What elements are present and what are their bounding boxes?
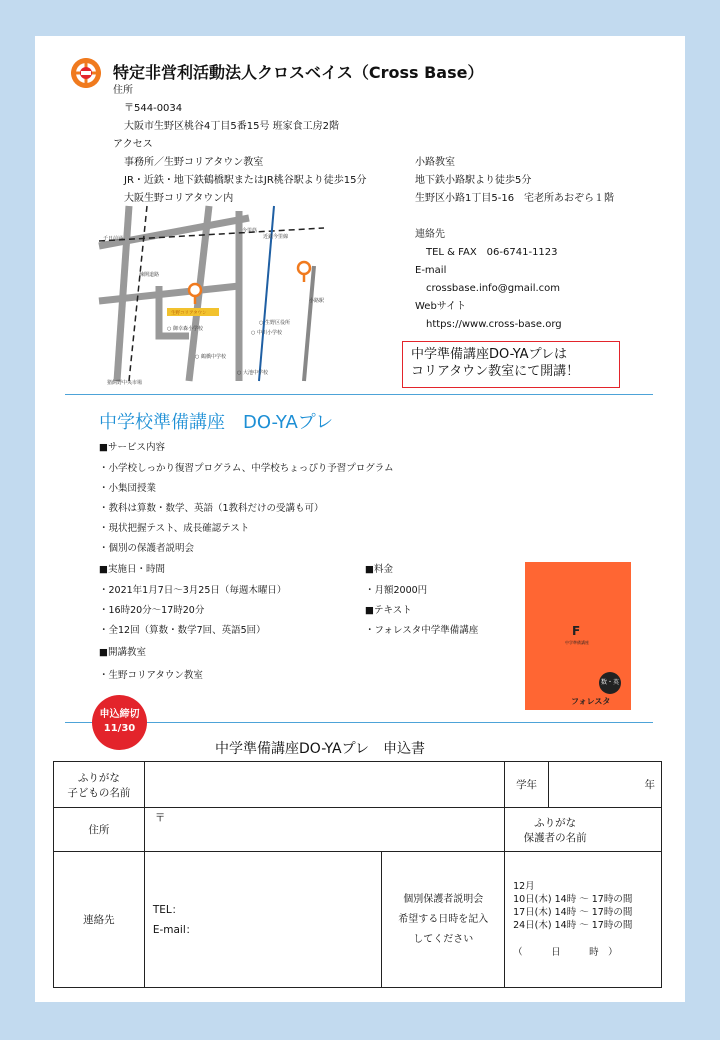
grade-suffix: 年 [644,779,655,791]
address-label: 住所 [113,85,133,96]
map-road [117,206,129,381]
book-letter: F [572,624,581,638]
grade-label: 学年 [505,762,549,808]
venue-item: ・生野コリアタウン教室 [99,670,203,681]
contact-field[interactable] [144,852,382,988]
child-name-text-label: 子どもの名前 [67,786,131,799]
map-label-kintetsu: 近鉄今里線 [263,234,289,240]
service-item: ・現状把握テスト、成長確認テスト [99,523,250,534]
meeting-schedule-field[interactable] [505,852,662,988]
map-label-tsuruhashi: ○ 鶴橋中学校 [195,354,226,360]
text-item: ・フォレスタ中学準備講座 [365,625,479,636]
venue-heading: ■開講教室 [99,647,146,658]
map-subway-line [99,228,324,241]
map-road [304,266,314,381]
form-title: 中学準備講座DO-YAプレ 申込書 [215,741,426,757]
address-text: 大阪市生野区桃谷4丁目5番15号 班家食工房2階 [124,121,339,132]
meeting-slot: 24日(木) 14時 〜 17時の間 [513,920,633,931]
child-name-label [54,762,145,808]
schedule-item: ・全12回（算数・数学7回、英語5回） [99,625,266,636]
deadline-date: 11/30 [103,723,136,734]
map-label-oike: ○ 大池中学校 [237,370,268,376]
postal-mark: 〒 [154,812,166,824]
tel-field-label: TEL： [152,903,183,916]
table-row [54,808,662,852]
deadline-badge [92,695,147,750]
section-divider [65,394,653,395]
book-small-text: 中学準備講座 [565,640,589,645]
meeting-slot: 10日(木) 14時 〜 17時の間 [513,894,633,905]
office-route: JR・近鉄・地下鉄鶴橋駅またはJR桃谷駅より徒歩15分 [124,175,367,186]
course-title: 中学校準備講座 DO-YAプレ [99,412,334,433]
koji-route: 地下鉄小路駅より徒歩5分 [415,175,532,186]
child-name-furigana-label: ふりがな [77,771,120,784]
guardian-name-label-and-field[interactable] [505,808,662,852]
schedule-heading: ■実施日・時間 [99,564,165,575]
notice-line-1: 中学準備講座DO-YAプレは [411,347,568,362]
access-label: アクセス [113,139,153,150]
meeting-line-1: 個別保護者説明会 [403,893,484,905]
meeting-blank-slot: （ 日 時 ） [513,947,618,958]
meeting-line-3: してください [413,933,474,945]
email-field-label: E-mail： [152,923,197,936]
table-row [54,762,662,808]
map-label-sokai: 疎開道路 [139,272,160,278]
address-form-label: 住所 [54,808,145,852]
map-label-nakagawa: ○ 中川小学校 [251,330,282,336]
postal-code: 〒544-0034 [124,103,183,114]
map-pin-icon [189,284,201,296]
map-label-imazato: 今里筋 [242,228,258,234]
meeting-line-2: 希望する日時を記入 [398,913,489,925]
schedule-item: ・16時20分〜17時20分 [99,605,205,616]
org-name: 特定非営利活動法人クロスベイス（Cross Base） [113,63,484,82]
access-map [99,206,325,386]
child-name-field[interactable] [144,762,504,808]
map-pin-icon [298,262,310,274]
deadline-label: 申込締切 [99,709,140,720]
contact-label: 連絡先 [415,229,445,240]
map-label-ward-office: ○ 生野区役所 [259,320,290,326]
map-label-koreatown: 生野コリアタウン [171,311,207,316]
service-heading: ■サービス内容 [99,442,165,453]
office-name: 事務所／生野コリアタウン教室 [124,157,264,168]
section-divider [65,722,653,723]
contact-form-label: 連絡先 [54,852,145,988]
email-address: crossbase.info@gmail.com [426,283,561,294]
web-label: Webサイト [415,301,467,312]
table-row [54,852,662,988]
notice-box [402,341,620,388]
office-place: 大阪生野コリアタウン内 [124,193,234,204]
schedule-item: ・2021年1月7日〜3月25日（毎週木曜日） [99,585,287,596]
web-url[interactable]: https://www.cross-base.org [426,319,562,330]
book-brand: フォレスタ [571,697,611,706]
koji-address: 生野区小路1丁目5-16 宅老所あおぞら１階 [415,193,615,204]
cross-base-logo-icon [69,56,103,90]
map-label-sennichimae: 千日前通 [103,236,124,242]
tel-fax: TEL & FAX 06-6741-1123 [426,247,558,258]
application-form-table [53,761,662,988]
koji-classroom-name: 小路教室 [415,157,455,168]
textbook-cover-image [525,562,631,710]
map-label-market: 猪飼野中央市場 [107,380,143,386]
service-item: ・小学校しっかり復習プログラム、中学校ちょっぴり予習プログラム [99,463,394,474]
address-field[interactable] [144,808,504,852]
fee-item: ・月額2000円 [365,585,428,596]
map-label-koji-station: 小路駅 [309,298,325,304]
grade-field[interactable] [549,762,662,808]
service-item: ・小集団授業 [99,483,157,494]
service-item: ・教科は算数・数学、英語（1教科だけの受講も可） [99,503,324,514]
guardian-furigana-label: ふりがな [534,816,577,829]
service-item: ・個別の保護者説明会 [99,543,195,554]
flyer-page [35,36,685,1002]
book-badge: 数・英 [599,672,621,694]
fee-heading: ■料金 [365,564,393,575]
meeting-month: 12月 [513,881,535,892]
text-heading: ■テキスト [365,605,412,616]
meeting-slot: 17日(木) 14時 〜 17時の間 [513,907,633,918]
map-label-miyukimori: ○ 御幸森小学校 [167,326,203,332]
notice-line-2: コリアタウン教室にて開講！ [411,364,580,379]
meeting-instruction [382,852,505,988]
guardian-name-label: 保護者の名前 [523,831,587,844]
email-label: E-mail [415,265,447,276]
